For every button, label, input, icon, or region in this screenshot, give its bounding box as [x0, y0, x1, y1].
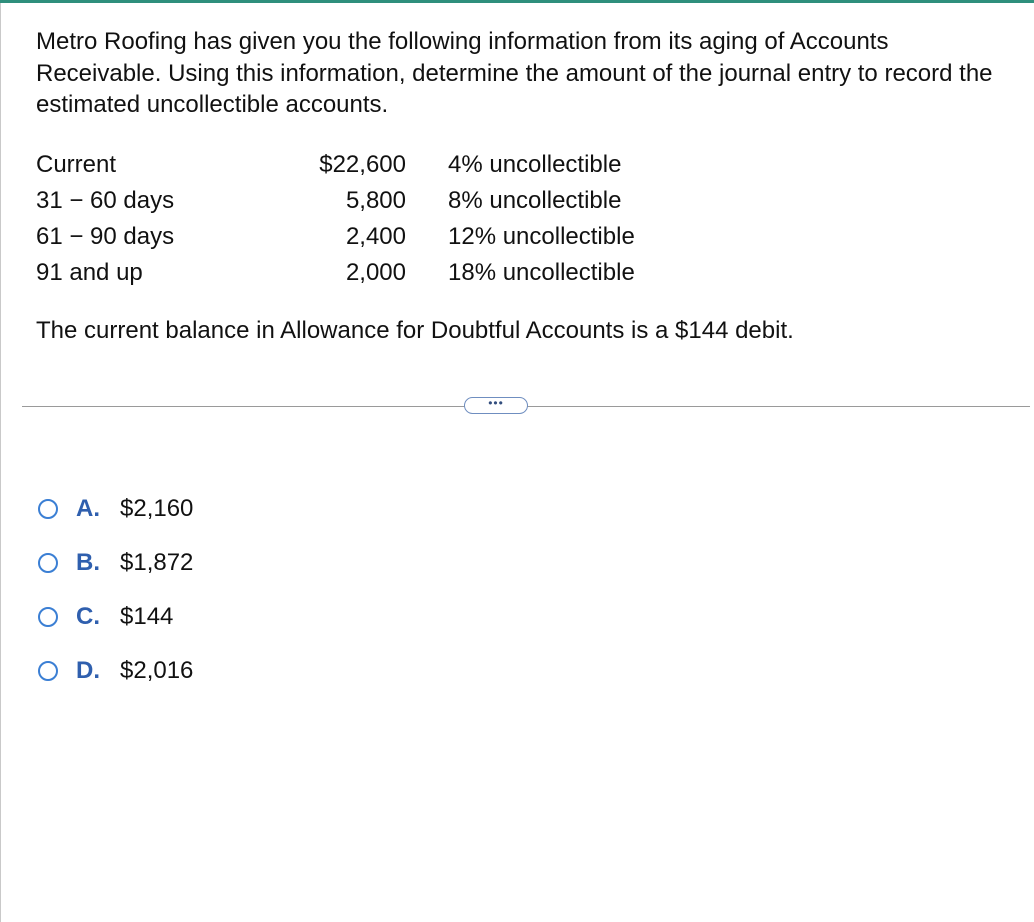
- expand-more-button[interactable]: [464, 397, 528, 414]
- left-border: [0, 3, 1, 922]
- age-category: 91 and up: [36, 259, 143, 286]
- option-value: $144: [120, 603, 174, 630]
- option-value: $1,872: [120, 549, 194, 576]
- table-row: [36, 255, 635, 291]
- receivable-amount: 5,800: [345, 187, 406, 214]
- answer-option-a[interactable]: [38, 482, 193, 536]
- option-letter: B.: [76, 549, 100, 576]
- receivable-amount: 2,400: [345, 223, 406, 250]
- more-dots-icon: •••: [488, 395, 504, 410]
- receivable-amount: 2,000: [345, 259, 406, 286]
- age-category: 31 − 60 days: [36, 187, 175, 214]
- aging-table: [36, 147, 635, 291]
- question-text: Metro Roofing has given you the following information from its aging of Accounts Receivable. Using this information, determine the amount of the journal entry to record the estimated uncollectible accounts.: [36, 28, 993, 118]
- radio-button[interactable]: [38, 661, 58, 681]
- option-letter: A.: [76, 495, 100, 522]
- answer-option-d[interactable]: [38, 644, 193, 698]
- option-value: $2,016: [120, 657, 194, 684]
- age-category: 61 − 90 days: [36, 223, 175, 250]
- uncollectible-rate: 18% uncollectible: [448, 259, 635, 286]
- radio-button[interactable]: [38, 553, 58, 573]
- answer-option-b[interactable]: [38, 536, 193, 590]
- top-accent-rule: [0, 0, 1034, 3]
- option-value: $2,160: [120, 495, 194, 522]
- allowance-balance-note: The current balance in Allowance for Doubtful Accounts is a $144 debit.: [36, 317, 794, 344]
- radio-button[interactable]: [38, 607, 58, 627]
- uncollectible-rate: 12% uncollectible: [448, 223, 635, 250]
- option-letter: D.: [76, 657, 100, 684]
- table-row: [36, 183, 635, 219]
- answer-options: [38, 482, 193, 698]
- table-row: [36, 147, 635, 183]
- uncollectible-rate: 8% uncollectible: [448, 187, 622, 214]
- age-category: Current: [36, 151, 117, 178]
- option-letter: C.: [76, 603, 100, 630]
- radio-button[interactable]: [38, 499, 58, 519]
- receivable-amount: $22,600: [319, 151, 406, 178]
- answer-option-c[interactable]: [38, 590, 193, 644]
- uncollectible-rate: 4% uncollectible: [448, 151, 622, 178]
- table-row: [36, 219, 635, 255]
